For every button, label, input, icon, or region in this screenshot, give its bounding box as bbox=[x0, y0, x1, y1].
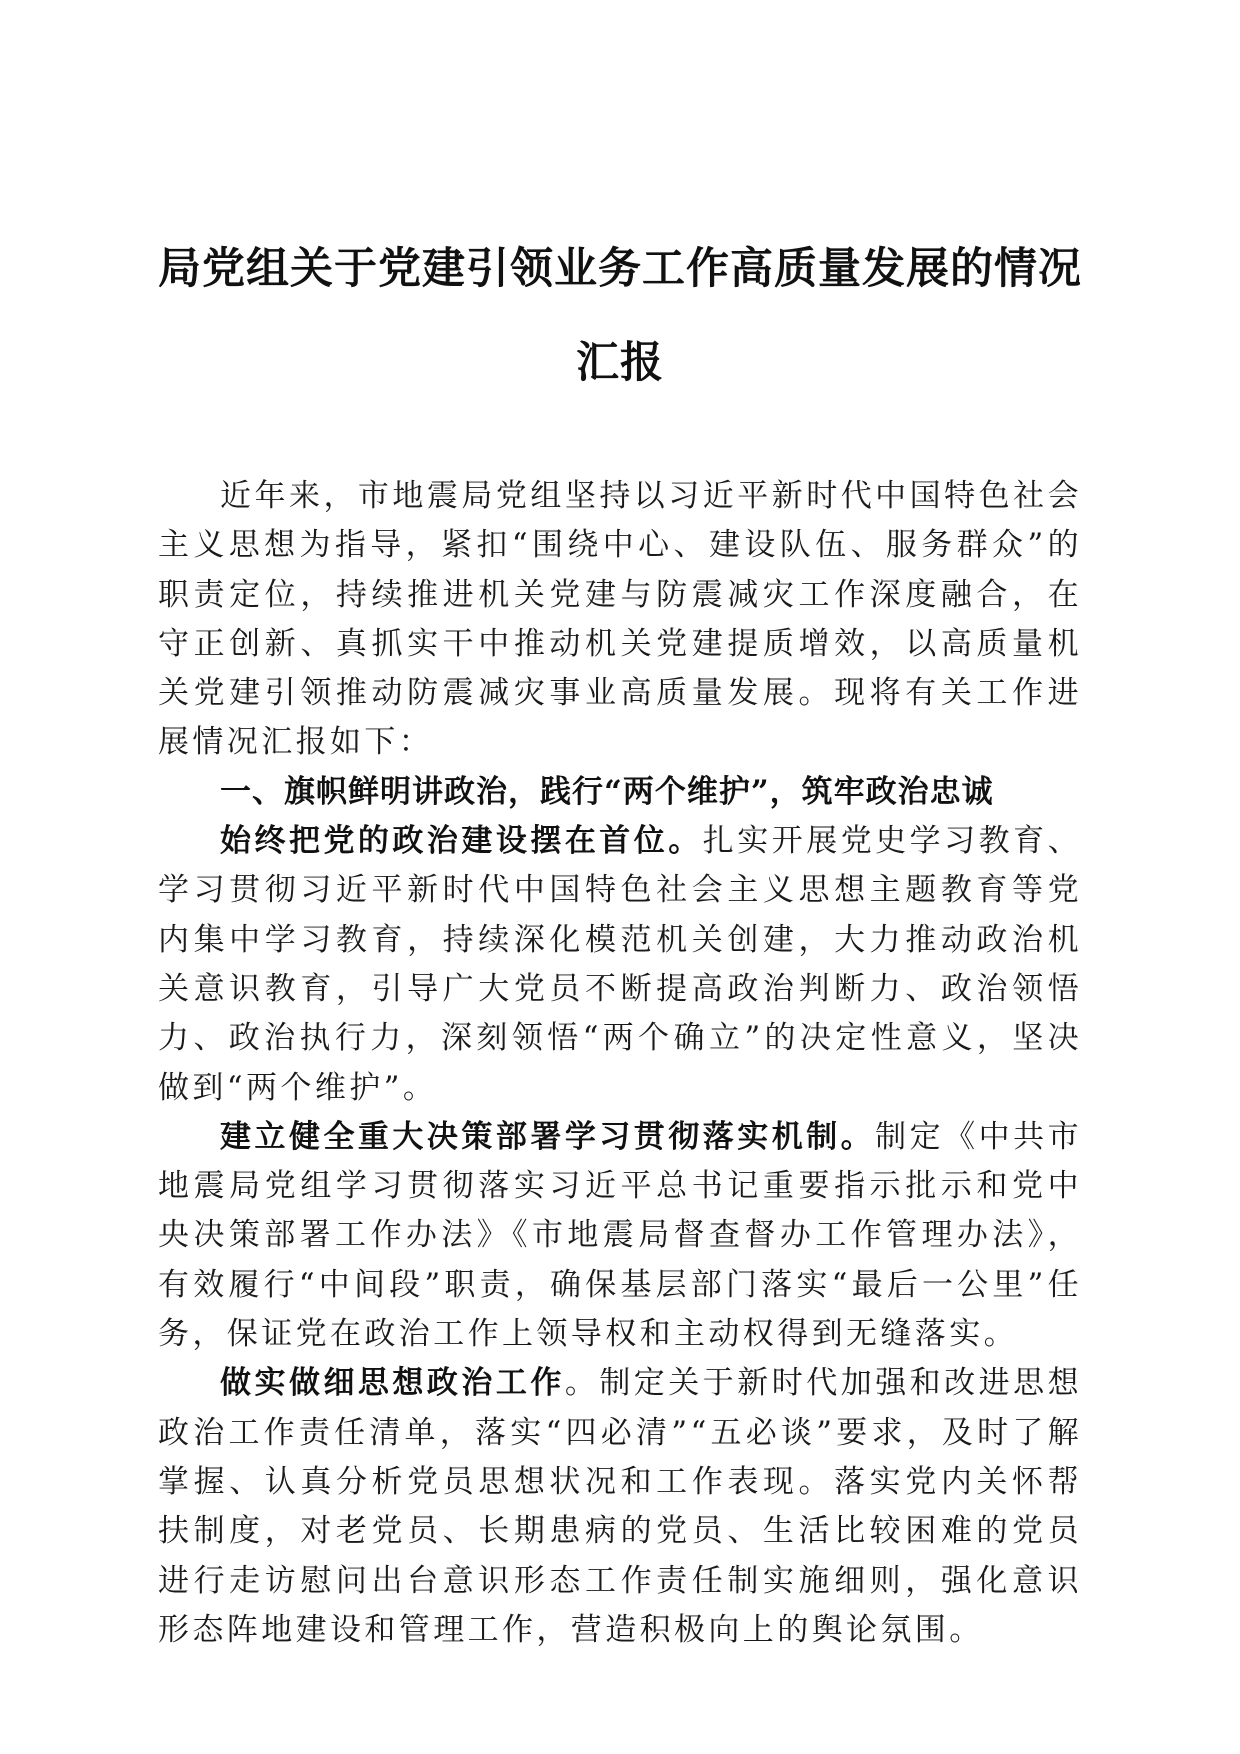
paragraph-political-building bbox=[158, 817, 1082, 1113]
paragraph-decision-mechanism bbox=[158, 1113, 1082, 1359]
paragraph-text: 制定《中共市地震局党组学习贯彻落实习近平总书记重要指示批示和党中央决策部署工作办法》《市地震局督查督办工作管理办法》，有效履行“中间段”职责，确保基层部门落实“最后一公里”任务，保证党在政治工作上领导权和主动权得到无缝落实。 bbox=[158, 1118, 1082, 1353]
paragraph-ideological-work bbox=[158, 1359, 1082, 1655]
paragraph-lead: 始终把党的政治建设摆在首位。 bbox=[220, 823, 703, 860]
paragraph-lead: 做实做细思想政治工作 bbox=[220, 1365, 565, 1402]
intro-paragraph: 近年来，市地震局党组坚持以习近平新时代中国特色社会主义思想为指导，紧扣“围绕中心、建设队伍、服务群众”的职责定位，持续推进机关党建与防震减灾工作深度融合，在守正创新、真抓实干中推动机关党建提质增效，以高质量机关党建引领推动防震减灾事业高质量发展。现将有关工作进展情况汇报如下： bbox=[158, 478, 1082, 761]
paragraph-text: 。制定关于新时代加强和改进思想政治工作责任清单，落实“四必清”“五必谈”要求，及时了解掌握、认真分析党员思想状况和工作表现。落实党内关怀帮扶制度，对老党员、长期患病的党员、生活比较困难的党员进行走访慰问出台意识形态工作责任制实施细则，强化意识形态阵地建设和管理工作，营造积极向上的舆论氛围。 bbox=[158, 1365, 1083, 1648]
section-heading: 一、旗帜鲜明讲政治，践行“两个维护”，筑牢政治忠诚 bbox=[220, 773, 994, 810]
document-body bbox=[158, 472, 1082, 1655]
paragraph-text: 扎实开展党史学习教育、学习贯彻习近平新时代中国特色社会主义思想主题教育等党内集中学习教育，持续深化模范机关创建，大力推动政治机关意识教育，引导广大党员不断提高政治判断力、政治领悟力、政治执行力，深刻领悟“两个确立”的决定性意义，坚决做到“两个维护”。 bbox=[158, 823, 1082, 1106]
document-title: 局党组关于党建引领业务工作高质量发展的情况汇报 bbox=[158, 244, 1082, 388]
paragraph-lead: 建立健全重大决策部署学习贯彻落实机制。 bbox=[220, 1118, 876, 1155]
